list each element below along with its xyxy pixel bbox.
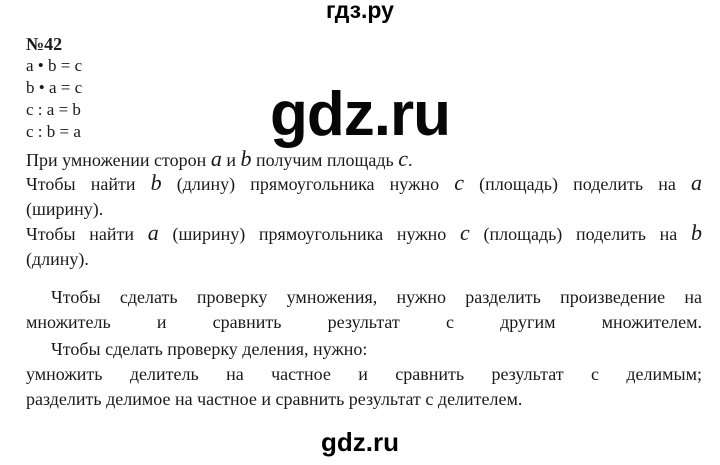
text-segment: получим площадь	[251, 150, 399, 170]
solution-line-9: умножить делитель на частное и сравнить результат с делимым;	[26, 364, 702, 384]
problem-number: №42	[26, 34, 63, 54]
formula-line-4: c : b = a	[26, 122, 81, 141]
formula-line-3: c : a = b	[26, 100, 81, 119]
site-logo-bottom: gdz.ru	[321, 427, 399, 457]
math-var-b: b	[240, 146, 252, 171]
text-segment: Чтобы найти	[26, 224, 148, 244]
text-segment: и	[221, 150, 241, 170]
math-var-b: b	[691, 220, 702, 245]
text-segment: Чтобы найти	[26, 174, 151, 194]
math-var-b: b	[150, 170, 162, 195]
solution-line-7: множитель и сравнить результат с другим множителем.	[26, 312, 702, 332]
math-var-a: a	[210, 146, 222, 171]
solution-line-2	[26, 172, 702, 197]
text-segment: (ширину) прямоугольника нужно	[158, 224, 461, 244]
site-logo-top: гдз.ру	[326, 0, 394, 23]
math-var-a: a	[691, 170, 702, 195]
solution-line-4	[26, 222, 702, 247]
math-var-c: c	[398, 146, 409, 171]
solution-line-6: Чтобы сделать проверку умножения, нужно разделить произведение на	[51, 287, 702, 307]
text-segment: (длину) прямоугольника нужно	[161, 174, 455, 194]
formula-line-2: b • a = c	[26, 78, 83, 97]
solution-line-1	[26, 148, 702, 173]
text-segment: При умножении сторон	[26, 150, 211, 170]
math-var-c: c	[454, 170, 465, 195]
solution-line-10: разделить делимое на частное и сравнить результат с делителем.	[26, 389, 523, 409]
math-var-a: a	[147, 220, 159, 245]
formula-line-1: a • b = c	[26, 56, 83, 75]
text-segment: .	[408, 150, 413, 170]
solution-line-3: (ширину).	[26, 199, 104, 219]
solution-line-8: Чтобы сделать проверку деления, нужно:	[51, 339, 368, 359]
solution-line-5: (длину).	[26, 249, 89, 269]
text-segment: (площадь) поделить на	[469, 224, 691, 244]
watermark-logo: gdz.ru	[270, 80, 450, 149]
math-var-c: c	[460, 220, 470, 245]
text-segment: (площадь) поделить на	[464, 174, 691, 194]
problem-block	[26, 33, 82, 143]
